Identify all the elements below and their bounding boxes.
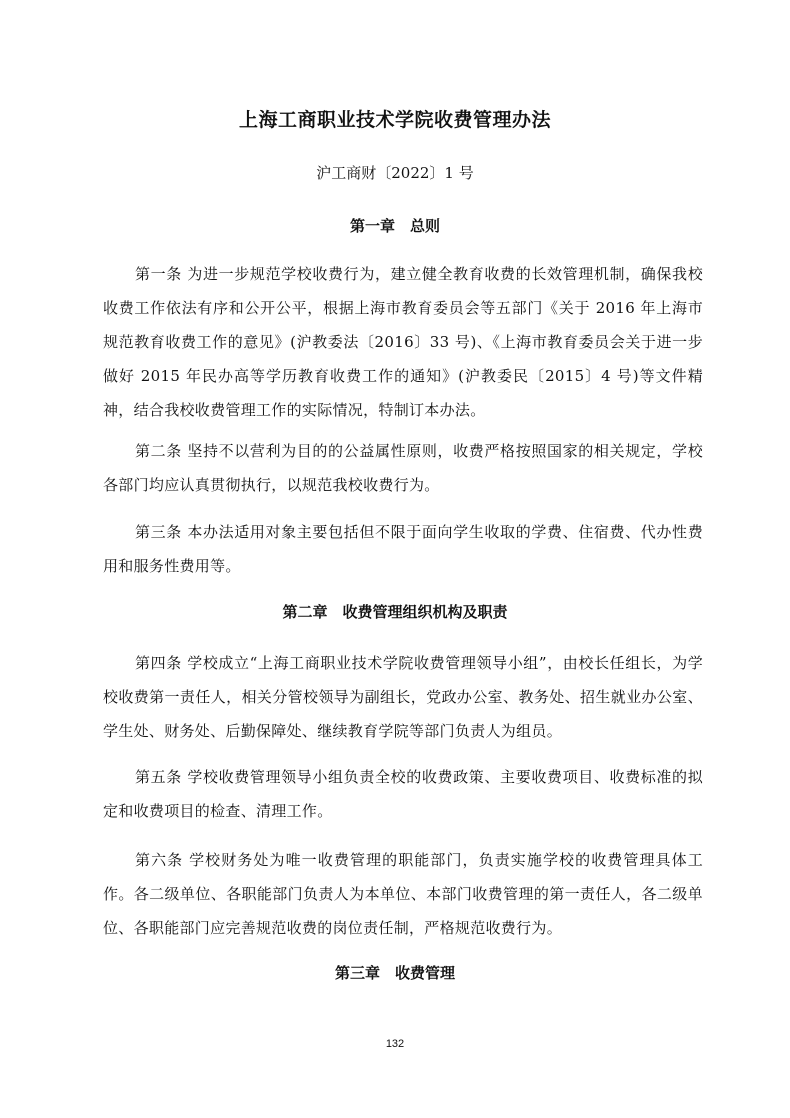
article-1: 第一条 为进一步规范学校收费行为，建立健全教育收费的长效管理机制，确保我校收费工作依法有序和公开公平，根据上海市教育委员会等五部门《关于 2016 年上海市规范教育收费工作的意见》(沪教委法〔2016〕33 号)、《上海市教育委员会关于进一步做好 2015 年民办高等学历教育收费工作的通知》(沪教委民〔2015〕4 号)等文件精神，结合我校收费管理工作的实际情况，特制订本办法。 [103, 265, 703, 419]
article-6: 第六条 学校财务处为唯一收费管理的职能部门，负责实施学校的收费管理具体工作。各二级单位、各职能部门负责人为本单位、本部门收费管理的第一责任人，各二级单位、各职能部门应完善规范收费的岗位责任制，严格规范收费行为。 [103, 851, 703, 937]
article-4: 第四条 学校成立“上海工商职业技术学院收费管理领导小组”，由校长任组长，为学校收费第一责任人，相关分管校领导为副组长，党政办公室、教务处、招生就业办公室、学生处、财务处、后勤保障处、继续教育学院等部门负责人为组员。 [103, 654, 703, 740]
chapter-heading-1: 第一章 总则 [349, 217, 440, 235]
chapter-heading-3: 第三章 收费管理 [334, 964, 455, 982]
article-2: 第二条 坚持不以营利为目的的公益属性原则，收费严格按照国家的相关规定，学校各部门均应认真贯彻执行，以规范我校收费行为。 [103, 442, 703, 494]
document-number: 沪工商财〔2022〕1 号 [316, 164, 474, 182]
page-number: 132 [385, 1038, 405, 1050]
article-5: 第五条 学校收费管理领导小组负责全校的收费政策、主要收费项目、收费标准的拟定和收费项目的检查、清理工作。 [103, 768, 703, 820]
document-title: 上海工商职业技术学院收费管理办法 [238, 109, 551, 131]
chapter-heading-2: 第二章 收费管理组织机构及职责 [282, 603, 508, 621]
article-3: 第三条 本办法适用对象主要包括但不限于面向学生收取的学费、住宿费、代办性费用和服务性费用等。 [103, 523, 703, 575]
